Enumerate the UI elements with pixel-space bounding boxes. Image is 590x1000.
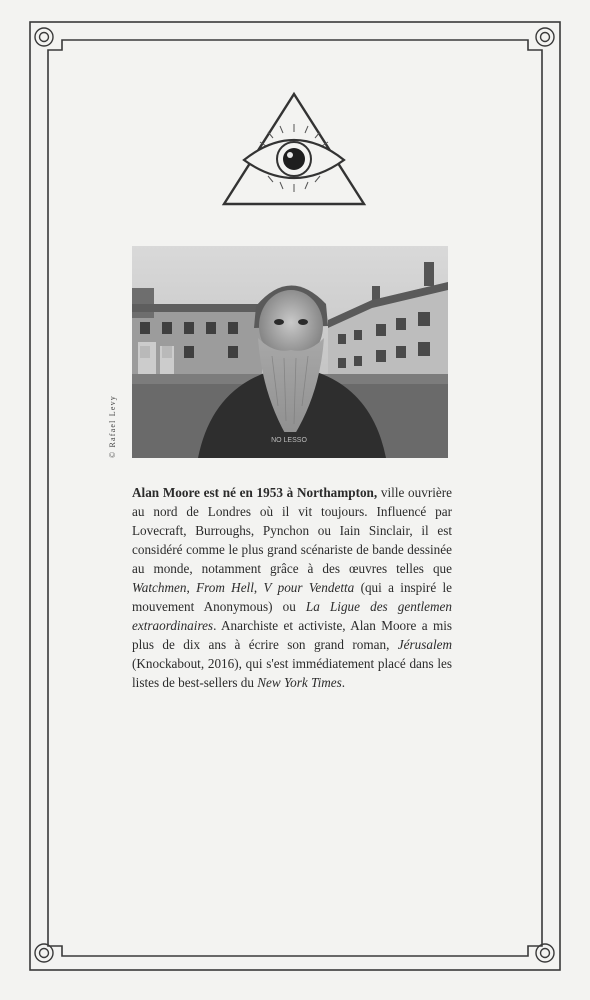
eye-in-triangle-icon (220, 88, 368, 210)
corner-ornament-icon (35, 28, 53, 46)
bio-text-2: (qui a inspiré le mouvement Anonymous) ou (132, 580, 453, 614)
work-title-watchmen: Watchmen (132, 580, 187, 595)
work-title-la-ligue: La Ligue des gentlemen extraordinaires (132, 599, 452, 633)
bio-lead: Alan Moore est né en 1953 à Northampton, (132, 485, 378, 500)
corner-ornament-icon (536, 28, 554, 46)
shirt-print-text: NO LESSO (271, 437, 307, 444)
corner-ornament-icon (35, 944, 53, 962)
publication-title-nyt: New York Times (257, 675, 342, 690)
photo-credit: © Rafael Levy (108, 395, 117, 458)
corner-ornament-icon (536, 944, 554, 962)
bio-separator-1: , (186, 580, 197, 595)
bio-separator-2: , (253, 580, 264, 595)
bio-text-3: . Anarchiste et activiste, Alan Moore a mis plus de dix ans à écrire son grand roman, (132, 618, 452, 652)
work-title-from-hell: From Hell (196, 580, 254, 595)
bio-text-1: ville ouvrière au nord de Londres où il vit toujours. Influencé par Lovecraft, Burroughs, Pynchon ou Iain Sinclair, il est considéré comme le plus grand scénariste de bande dessinée au monde, notamment grâce à des œuvres telles que (132, 485, 452, 576)
author-bio (132, 483, 452, 692)
bio-text-4: (Knockabout, 2016), qui s'est immédiatement placé dans les listes de best-sellers du (132, 656, 452, 690)
author-portrait-photo (132, 246, 448, 458)
bio-text-5: . (341, 675, 346, 690)
work-title-v-pour-vendetta: V pour Vendetta (263, 580, 355, 595)
work-title-jerusalem: Jérusalem (397, 637, 452, 652)
